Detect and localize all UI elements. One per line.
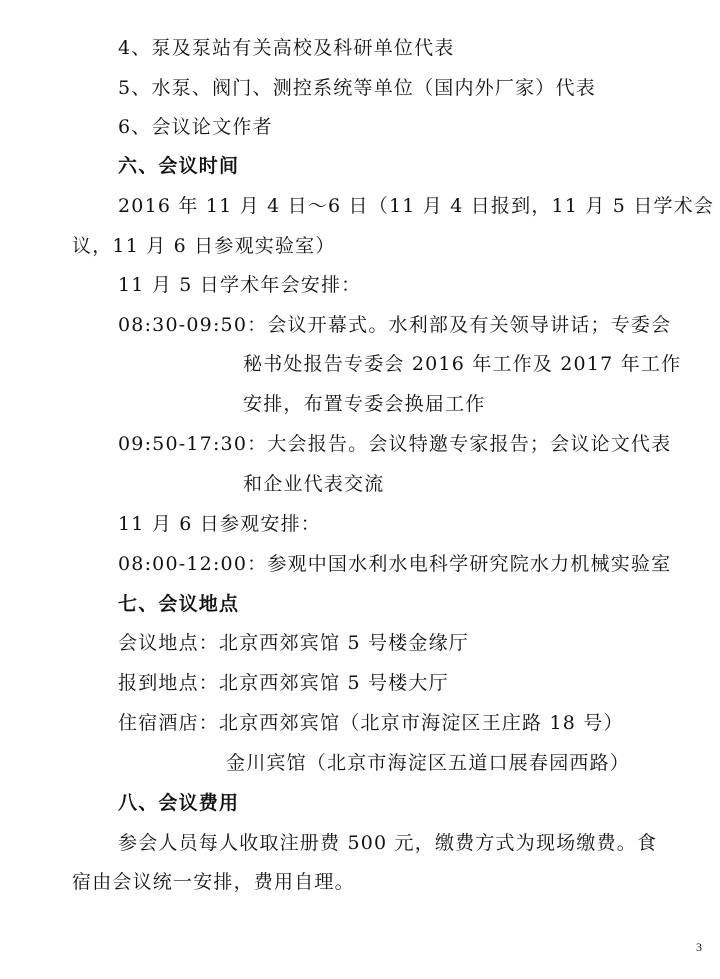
section-heading-meeting-time: 六、会议时间 [118, 155, 240, 177]
meeting-date-line-2: 议，11 月 6 日参观实验室） [72, 235, 336, 257]
meeting-venue: 会议地点：北京西郊宾馆 5 号楼金缘厅 [118, 632, 469, 654]
fee-line-1: 参会人员每人收取注册费 500 元，缴费方式为现场缴费。食 [118, 832, 658, 854]
section-heading-meeting-location: 七、会议地点 [118, 593, 240, 615]
participant-item-4: 4、泵及泵站有关高校及科研单位代表 [118, 37, 455, 59]
participant-item-5: 5、水泵、阀门、测控系统等单位（国内外厂家）代表 [118, 77, 596, 99]
section-heading-meeting-fees: 八、会议费用 [118, 792, 240, 814]
hotel-line-1: 住宿酒店：北京西郊宾馆（北京市海淀区王庄路 18 号） [118, 712, 624, 734]
schedule-item-2-line-2: 和企业代表交流 [243, 473, 385, 495]
registration-location: 报到地点：北京西郊宾馆 5 号楼大厅 [118, 672, 449, 694]
schedule-item-1-line-3: 安排，布置专委会换届工作 [243, 393, 486, 415]
nov5-schedule-heading: 11 月 5 日学术年会安排： [118, 274, 362, 296]
fee-line-2: 宿由会议统一安排，费用自理。 [72, 871, 355, 893]
hotel-line-2: 金川宾馆（北京市海淀区五道口展春园西路） [226, 752, 631, 774]
schedule-item-1-line-2: 秘书处报告专委会 2016 年工作及 2017 年工作 [243, 353, 682, 375]
participant-item-6: 6、会议论文作者 [118, 116, 273, 138]
schedule-item-1-line-1: 08:30-09:50：会议开幕式。水利部及有关领导讲话；专委会 [118, 314, 672, 336]
nov6-schedule-heading: 11 月 6 日参观安排： [118, 513, 321, 535]
meeting-date-line-1: 2016 年 11 月 4 日～6 日（11 月 4 日报到，11 月 5 日学术会 [118, 195, 715, 217]
page-number: 3 [696, 940, 702, 954]
schedule-item-2-line-1: 09:50-17:30：大会报告。会议特邀专家报告；会议论文代表 [118, 433, 672, 455]
schedule-item-3: 08:00-12:00：参观中国水利水电科学研究院水力机械实验室 [118, 553, 672, 575]
